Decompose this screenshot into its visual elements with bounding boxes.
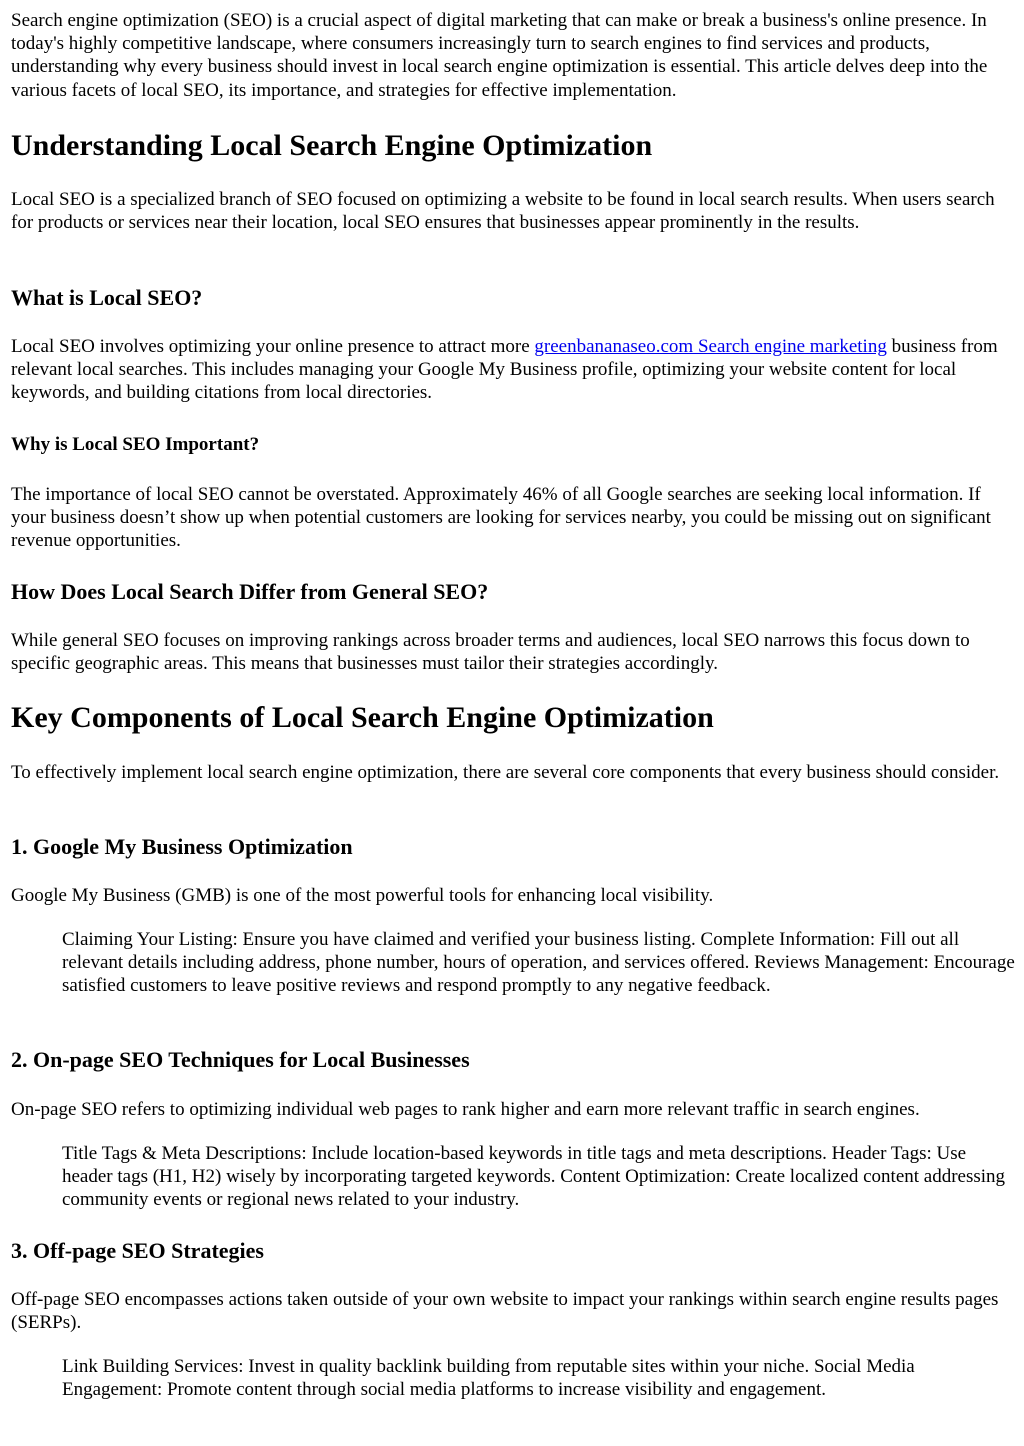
paragraph-google-my-business: Google My Business (GMB) is one of the most powerful tools for enhancing local visibility. xyxy=(11,885,714,906)
heading-local-vs-general-seo: How Does Local Search Differ from General SEO? xyxy=(11,579,489,604)
paragraph-text-after-link: business from relevant local searches. This includes managing your Google My Business profile, optimizing your website content for local keywords, and building citations from local directories. xyxy=(11,336,998,404)
paragraph-what-is-local-seo xyxy=(11,335,1015,405)
paragraph-understanding-local-seo: Local SEO is a specialized branch of SEO focused on optimizing a website to be found in local search results. When users search for products or services near their location, local SEO ensures that businesses appear prominently in the results. xyxy=(11,189,995,234)
intro-paragraph: Search engine optimization (SEO) is a crucial aspect of digital marketing that can make or break a business's online presence. In today's highly competitive landscape, where consumers increasingly turn to search engines to find services and products, understanding why every business should invest in local search engine optimization is essential. This article delves deep into the various facets of local SEO, its importance, and strategies for effective implementation. xyxy=(11,10,988,101)
greenbananaseo-link[interactable]: greenbananaseo.com Search engine marketing xyxy=(534,336,887,357)
blockquote-off-page-seo: Link Building Services: Invest in quality backlink building from reputable sites within your niche. Social Media Engagement: Promote content through social media platforms to increase visibility and engagement. xyxy=(62,1356,915,1401)
paragraph-key-components: To effectively implement local search engine optimization, there are several core components that every business should consider. xyxy=(11,762,1000,783)
paragraph-why-local-seo-important: The importance of local SEO cannot be overstated. Approximately 46% of all Google searches are seeking local information. If your business doesn’t show up when potential customers are looking for services nearby, you could be missing out on significant revenue opportunities. xyxy=(11,484,991,552)
heading-on-page-seo: 2. On-page SEO Techniques for Local Businesses xyxy=(11,1047,470,1072)
paragraph-off-page-seo: Off-page SEO encompasses actions taken outside of your own website to impact your rankings within search engine results pages (SERPs). xyxy=(11,1289,999,1334)
heading-what-is-local-seo: What is Local SEO? xyxy=(11,285,203,310)
heading-off-page-seo: 3. Off-page SEO Strategies xyxy=(11,1238,264,1263)
heading-key-components: Key Components of Local Search Engine Optimization xyxy=(11,701,714,734)
heading-understanding-local-seo: Understanding Local Search Engine Optimization xyxy=(11,129,653,162)
heading-why-local-seo-important: Why is Local SEO Important? xyxy=(11,434,260,455)
paragraph-on-page-seo: On-page SEO refers to optimizing individual web pages to rank higher and earn more relevant traffic in search engines. xyxy=(11,1099,920,1120)
paragraph-text-before-link: Local SEO involves optimizing your online presence to attract more xyxy=(11,336,535,357)
blockquote-google-my-business: Claiming Your Listing: Ensure you have claimed and verified your business listing. Complete Information: Fill out all relevant details including address, phone number, hours of operation, and services offered. Reviews Management: Encourage satisfied customers to leave positive reviews and respond promptly to any negative feedback. xyxy=(62,929,1015,997)
paragraph-local-vs-general-seo: While general SEO focuses on improving rankings across broader terms and audiences, local SEO narrows this focus down to specific geographic areas. This means that businesses must tailor their strategies accordingly. xyxy=(11,630,970,675)
blockquote-on-page-seo: Title Tags & Meta Descriptions: Include location-based keywords in title tags and meta descriptions. Header Tags: Use header tags (H1, H2) wisely by incorporating targeted keywords. Content Optimization: Create localized content addressing community events or regional news related to your industry. xyxy=(62,1143,1006,1211)
heading-google-my-business: 1. Google My Business Optimization xyxy=(11,834,353,859)
